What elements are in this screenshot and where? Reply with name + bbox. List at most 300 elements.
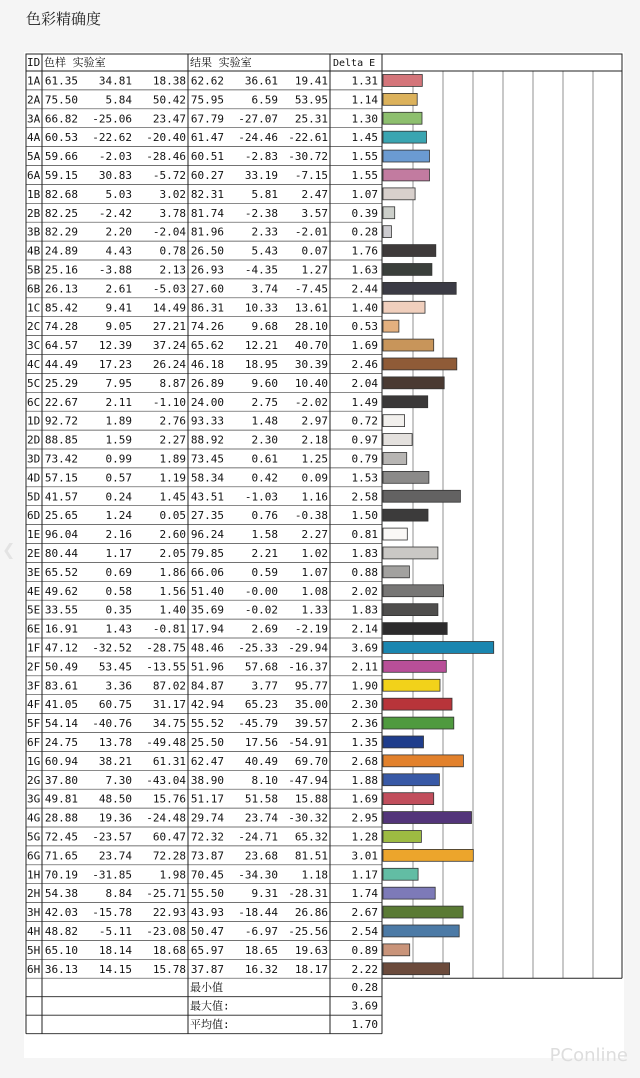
cell-id: 3H [27,906,41,920]
bar-4E [383,585,444,597]
cell-result-a: -2.38 [244,206,278,220]
cell-result-b: 26.86 [294,906,328,920]
cell-id: 3G [27,792,41,806]
cell-delta-e: 0.89 [351,943,378,957]
cell-id: 6F [27,736,41,749]
cell-result-b: 1.08 [301,584,328,598]
cell-sample-b: -1.10 [152,395,186,409]
cell-sample-a: 7.95 [105,376,132,390]
bar-4G [383,812,472,824]
bar-5F [383,717,454,729]
cell-result-l: 43.93 [190,906,224,920]
cell-delta-e: 2.30 [351,698,378,712]
cell-id: 3C [27,339,41,353]
cell-sample-l: 73.42 [44,452,78,466]
cell-result-b: 15.88 [294,792,328,806]
cell-id: 5F [27,717,41,731]
cell-id: 3D [27,452,41,466]
cell-sample-a: 1.24 [105,509,132,523]
cell-sample-a: -2.42 [98,206,132,220]
bar-4H [383,925,459,937]
bar-5A [383,150,430,162]
cell-id: 6H [27,962,41,976]
cell-delta-e: 2.58 [351,490,378,504]
cell-result-a: 2.75 [251,395,278,409]
cell-sample-a: 17.23 [98,358,132,371]
cell-sample-b: -5.72 [152,169,186,182]
cell-result-l: 81.96 [190,225,224,239]
cell-id: 4G [27,811,41,825]
cell-result-l: 38.90 [190,773,224,787]
cell-sample-b: -20.40 [146,131,186,145]
cell-sample-l: 61.35 [44,74,78,88]
cell-sample-l: 57.15 [44,471,78,485]
cell-id: 1E [27,528,41,542]
cell-result-a: 57.68 [244,660,278,674]
cell-sample-l: 88.85 [44,433,78,447]
cell-result-a: 9.31 [251,887,278,901]
cell-result-a: 9.60 [251,376,278,390]
cell-delta-e: 1.88 [351,773,378,787]
cell-id: 3E [27,565,41,579]
cell-result-a: 8.10 [251,773,278,787]
cell-result-a: -1.03 [244,490,278,504]
cell-sample-a: 34.81 [98,74,132,88]
cell-sample-b: 2.13 [159,263,186,277]
cell-sample-b: 15.78 [152,962,186,976]
cell-sample-l: 92.72 [44,414,78,428]
cell-result-l: 42.94 [190,698,224,712]
cell-result-a: 6.59 [251,93,278,107]
cell-delta-e: 2.11 [351,660,378,674]
cell-sample-b: 18.68 [152,943,186,957]
cell-delta-e: 1.50 [351,509,378,523]
cell-result-a: -45.79 [238,717,278,731]
summary-value-max: 3.69 [351,999,378,1013]
cell-result-l: 37.87 [190,962,224,976]
cell-result-b: 1.25 [301,452,328,466]
cell-result-a: 16.32 [244,962,278,976]
cell-result-a: 2.33 [251,225,278,239]
cell-result-a: 12.21 [244,339,278,353]
cell-sample-a: -31.85 [92,868,132,882]
cell-id: 1C [27,301,41,315]
cell-id: 6C [27,395,41,409]
cell-result-a: 1.58 [251,528,278,542]
bar-3D [383,453,407,465]
cell-sample-a: -40.76 [92,717,132,731]
cell-result-a: 18.65 [244,943,278,957]
cell-delta-e: 1.07 [351,187,378,201]
cell-sample-b: -13.55 [146,660,186,674]
cell-result-a: -24.46 [238,131,278,145]
bar-1C [383,301,425,313]
cell-sample-l: 33.55 [44,603,78,617]
bar-1B [383,188,415,200]
cell-result-b: 10.40 [294,376,328,390]
cell-sample-b: 3.02 [159,187,186,201]
bar-3E [383,566,409,578]
cell-result-l: 81.74 [190,206,224,220]
cell-sample-l: 47.12 [44,641,78,655]
cell-result-b: -2.01 [294,225,328,239]
cell-sample-l: 49.81 [44,792,78,806]
cell-result-b: 1.07 [301,565,328,579]
cell-sample-b: 8.87 [159,376,186,390]
cell-sample-b: 0.05 [159,509,186,523]
cell-id: 6A [27,169,41,182]
cell-sample-a: 0.69 [105,565,132,579]
cell-delta-e: 2.04 [351,376,378,390]
cell-sample-l: 60.53 [44,131,78,145]
cell-result-b: 35.00 [294,698,328,712]
cell-delta-e: 1.63 [351,263,378,277]
cell-sample-l: 41.57 [44,490,78,504]
cell-delta-e: 0.39 [351,206,378,220]
cell-sample-l: 82.25 [44,206,78,220]
bar-1E [383,528,407,540]
cell-sample-a: 19.36 [98,811,132,825]
bar-4C [383,358,457,370]
cell-sample-a: -23.57 [92,830,132,844]
cell-delta-e: 1.49 [351,395,378,409]
cell-result-b: 1.18 [301,868,328,882]
cell-delta-e: 1.40 [351,301,378,315]
cell-delta-e: 0.97 [351,433,378,447]
cell-result-a: 10.33 [244,301,278,315]
page-title: 色彩精确度 [26,10,102,28]
bar-2B [383,207,395,219]
cell-result-b: -30.72 [288,150,328,164]
cell-sample-b: 2.27 [159,433,186,447]
cell-sample-b: 1.45 [159,490,186,504]
cell-result-b: 1.02 [301,547,328,560]
cell-sample-l: 70.19 [44,868,78,882]
cell-result-a: 0.59 [251,565,278,579]
cell-delta-e: 2.54 [351,925,378,938]
cell-result-l: 26.50 [190,244,224,258]
summary-label-avg: 平均值: [190,1018,230,1032]
bar-1D [383,415,405,427]
bar-5D [383,490,460,502]
cell-result-l: 25.50 [190,736,224,749]
cell-result-l: 29.74 [190,811,224,825]
cell-delta-e: 1.53 [351,471,378,485]
cell-sample-l: 64.57 [44,339,78,353]
cell-delta-e: 3.69 [351,641,378,655]
cell-sample-a: -25.06 [92,112,132,126]
cell-result-a: 23.68 [244,849,278,863]
cell-result-a: 23.74 [244,811,278,825]
cell-id: 4D [27,471,41,485]
cell-id: 6D [27,509,41,523]
cell-sample-b: 1.19 [159,471,186,485]
cell-result-b: -0.38 [294,509,328,523]
cell-result-l: 51.96 [190,660,224,674]
bar-3H [383,906,463,918]
cell-delta-e: 2.02 [351,584,378,598]
cell-sample-b: 61.31 [152,754,186,768]
bar-1H [383,868,418,880]
header-row [26,54,622,71]
cell-id: 2G [27,773,41,787]
cell-id: 2E [27,547,41,560]
cell-id: 4A [27,131,41,145]
cell-sample-l: 16.91 [44,622,78,636]
bar-5E [383,604,438,616]
cell-result-l: 51.40 [190,584,224,598]
cell-sample-l: 80.44 [44,547,78,560]
summary-value-min: 0.28 [351,981,378,995]
bar-6D [383,509,428,521]
cell-sample-a: 4.43 [105,244,132,258]
cell-result-a: 65.23 [244,698,278,712]
cell-delta-e: 1.74 [351,887,378,901]
cell-sample-a: 9.05 [105,320,132,334]
bar-3B [383,226,391,238]
bar-2E [383,547,438,559]
cell-sample-b: 31.17 [152,698,186,712]
cell-sample-b: 1.89 [159,452,186,466]
cell-id: 5E [27,603,41,617]
cell-sample-a: -15.78 [92,906,132,920]
summary-label-max: 最大值: [190,999,230,1013]
cell-sample-l: 42.03 [44,906,78,920]
cell-result-l: 67.79 [190,112,224,126]
bar-5B [383,264,432,276]
bar-1G [383,755,463,767]
header-result-lab: 结果 实验室 [190,56,252,69]
bar-3A [383,112,422,124]
cell-sample-l: 74.28 [44,320,78,334]
cell-result-a: 2.30 [251,433,278,447]
cell-sample-a: 5.03 [105,187,132,201]
cell-delta-e: 2.68 [351,754,378,768]
cell-sample-b: -25.71 [146,887,186,901]
cell-sample-l: 36.13 [44,962,78,976]
cell-result-b: 1.33 [301,603,328,617]
header-id: ID [27,56,41,69]
cell-result-b: 65.32 [294,830,328,844]
cell-result-l: 61.47 [190,131,224,145]
cell-result-b: 3.57 [301,206,328,220]
bar-2D [383,434,412,446]
cell-sample-b: 1.56 [159,584,186,598]
cell-sample-l: 82.68 [44,187,78,201]
header-sample-lab: 色样 实验室 [44,56,106,69]
cell-sample-b: 0.78 [159,244,186,258]
cell-sample-l: 59.66 [44,150,78,164]
cell-sample-l: 49.62 [44,584,78,598]
cell-id: 5A [27,150,41,164]
cell-delta-e: 1.35 [351,736,378,749]
chevron-left-icon[interactable]: ❮ [2,540,16,559]
cell-id: 4H [27,925,41,938]
cell-delta-e: 1.17 [351,868,378,882]
summary-label-min: 最小值 [190,981,223,995]
cell-result-b: -2.19 [294,622,328,636]
cell-sample-b: -5.03 [152,282,186,296]
cell-sample-l: 54.14 [44,717,78,731]
cell-sample-a: 1.59 [105,433,132,447]
cell-sample-b: 60.47 [152,830,186,844]
bar-6E [383,623,447,635]
bar-6F [383,736,424,748]
bar-3G [383,793,434,805]
cell-result-b: 2.18 [301,433,328,447]
cell-sample-b: 18.38 [152,74,186,88]
cell-id: 5B [27,263,41,277]
cell-result-a: 1.48 [251,414,278,428]
cell-id: 4B [27,244,41,258]
cell-sample-b: 2.76 [159,414,186,428]
cell-result-a: 5.81 [251,187,278,201]
cell-result-b: -47.94 [288,773,328,787]
color-accuracy-chart [24,52,624,1058]
cell-result-b: -30.32 [288,811,328,825]
cell-id: 1G [27,754,41,768]
cell-sample-a: 38.21 [98,754,132,768]
cell-result-b: 25.31 [294,112,328,126]
cell-id: 1F [27,641,41,655]
cell-delta-e: 1.83 [351,603,378,617]
cell-result-l: 65.62 [190,339,224,353]
cell-result-b: -54.91 [288,736,328,749]
cell-sample-a: 1.43 [105,622,132,636]
cell-sample-a: 7.30 [105,773,132,787]
cell-sample-a: 9.41 [105,301,132,315]
cell-result-l: 51.17 [190,792,224,806]
cell-sample-b: -0.81 [152,622,186,636]
cell-sample-b: 23.47 [152,112,186,126]
cell-result-l: 24.00 [190,395,224,409]
cell-sample-b: -2.04 [152,225,186,239]
cell-id: 6B [27,282,41,296]
cell-result-l: 35.69 [190,603,224,617]
cell-delta-e: 1.55 [351,169,378,182]
cell-result-a: 3.74 [251,282,278,296]
cell-result-l: 46.18 [190,358,224,371]
cell-result-l: 74.26 [190,320,224,334]
cell-result-b: 53.95 [294,93,328,107]
cell-sample-l: 75.50 [44,93,78,107]
cell-result-b: 1.27 [301,263,328,277]
cell-id: 6G [27,849,41,863]
bar-2C [383,320,399,332]
cell-result-a: 36.61 [244,74,278,88]
cell-result-l: 70.45 [190,868,224,882]
cell-result-b: 2.27 [301,528,328,542]
cell-sample-b: 34.75 [152,717,186,731]
cell-sample-b: 72.28 [152,849,186,863]
cell-delta-e: 3.01 [351,849,378,863]
cell-result-b: 40.70 [294,339,328,353]
cell-sample-b: -28.75 [146,641,186,655]
cell-result-l: 62.62 [190,74,224,88]
cell-delta-e: 0.72 [351,414,378,428]
cell-delta-e: 1.90 [351,679,378,693]
bar-2A [383,93,417,105]
cell-result-l: 66.06 [190,565,224,579]
cell-result-l: 86.31 [190,301,224,315]
cell-sample-a: 53.45 [98,660,132,674]
cell-id: 4C [27,358,41,371]
cell-sample-l: 72.45 [44,830,78,844]
cell-result-a: -34.30 [238,868,278,882]
cell-sample-a: 2.11 [105,395,132,409]
cell-sample-l: 41.05 [44,698,78,712]
cell-result-b: -25.56 [288,925,328,938]
cell-sample-b: 87.02 [152,679,186,693]
cell-sample-l: 37.80 [44,773,78,787]
cell-sample-l: 25.29 [44,376,78,390]
cell-result-a: 2.21 [251,547,278,560]
cell-sample-a: 1.17 [105,547,132,560]
cell-delta-e: 1.69 [351,339,378,353]
cell-delta-e: 0.28 [351,225,378,239]
cell-result-l: 55.50 [190,887,224,901]
bar-3C [383,339,434,351]
cell-sample-l: 65.52 [44,565,78,579]
cell-result-b: 69.70 [294,754,328,768]
cell-result-a: -24.71 [238,830,278,844]
cell-result-l: 96.24 [190,528,224,542]
bar-4F [383,698,452,710]
cell-sample-l: 96.04 [44,528,78,542]
cell-result-l: 82.31 [190,187,224,201]
cell-sample-a: 12.39 [98,339,132,353]
bar-2H [383,887,435,899]
bar-6H [383,963,450,975]
cell-result-l: 73.45 [190,452,224,466]
cell-sample-b: 2.60 [159,528,186,542]
cell-id: 5C [27,376,41,390]
cell-result-a: -27.07 [238,112,278,126]
cell-result-l: 43.51 [190,490,224,504]
cell-id: 1H [27,868,41,882]
cell-result-b: 0.09 [301,471,328,485]
cell-result-a: 18.95 [244,358,278,371]
cell-result-b: -7.45 [294,282,328,296]
bar-1F [383,642,494,654]
cell-result-a: 9.68 [251,320,278,334]
cell-result-a: 51.58 [244,792,278,806]
cell-sample-l: 59.15 [44,169,78,182]
bar-5G [383,831,421,843]
cell-sample-b: -28.46 [146,150,186,164]
cell-result-a: 0.61 [251,452,278,466]
cell-id: 2C [27,320,41,334]
cell-sample-b: -23.08 [146,925,186,938]
cell-sample-b: 14.49 [152,301,186,315]
cell-sample-l: 65.10 [44,943,78,957]
cell-result-l: 72.32 [190,830,224,844]
cell-result-a: -6.97 [244,925,278,938]
cell-sample-a: 18.14 [98,943,132,957]
cell-delta-e: 2.46 [351,358,378,371]
cell-result-a: -18.44 [238,906,278,920]
cell-sample-a: 14.15 [98,962,132,976]
bar-6A [383,169,430,181]
cell-delta-e: 0.81 [351,528,378,542]
cell-sample-a: -3.88 [98,263,132,277]
cell-sample-a: 8.84 [105,887,132,901]
cell-id: 6E [27,622,41,636]
cell-sample-b: 27.21 [152,320,186,334]
bar-5H [383,944,410,956]
bar-4A [383,131,427,143]
cell-sample-a: 23.74 [98,849,132,863]
